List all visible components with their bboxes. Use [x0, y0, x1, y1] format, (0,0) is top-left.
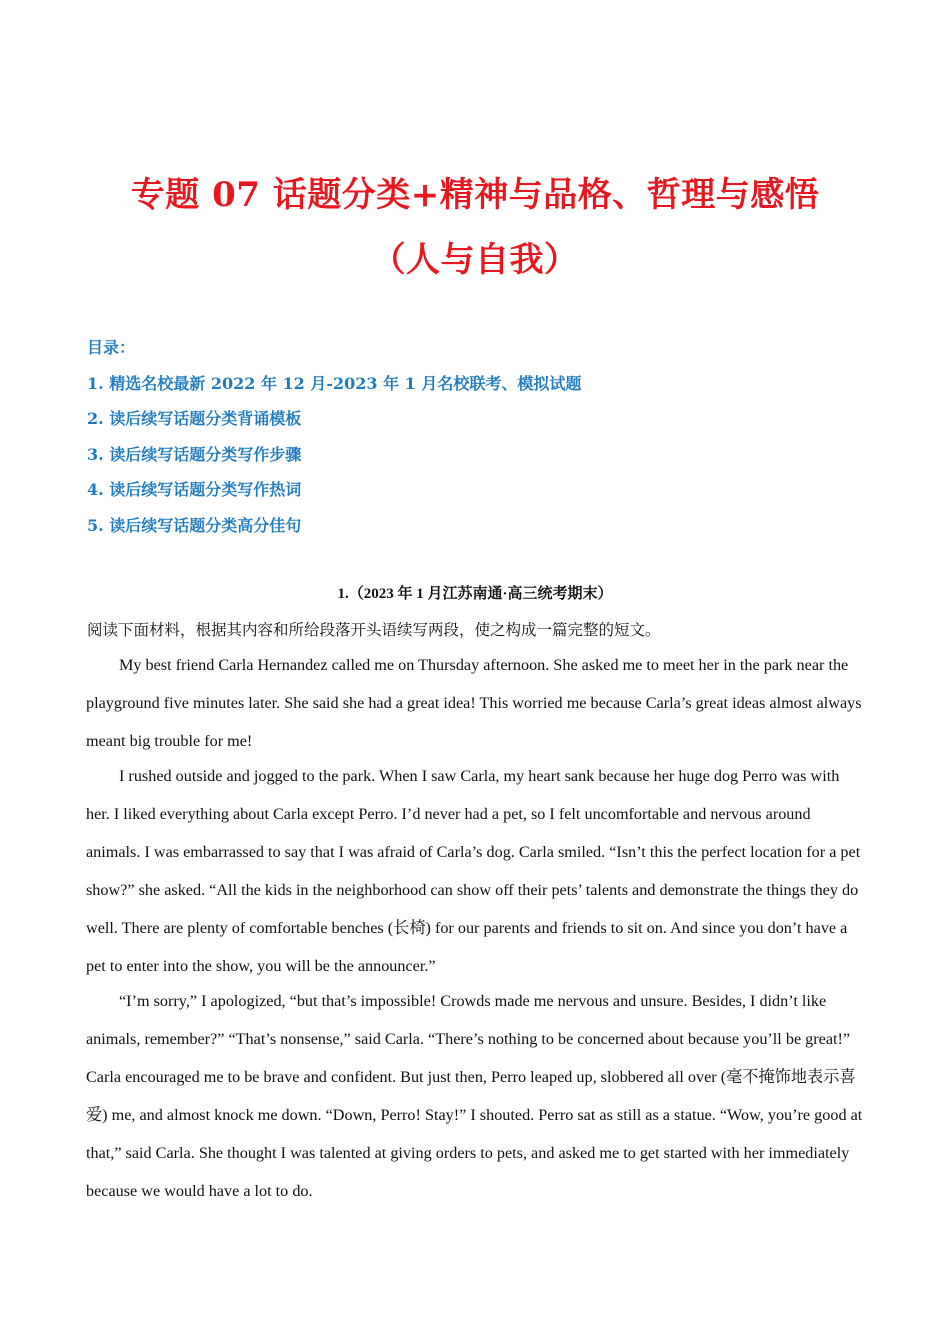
table-of-contents — [87, 337, 867, 550]
toc-item: 1. 精选名校最新 2022 年 12 月-2023 年 1 月名校联考、模拟试题 — [87, 373, 582, 393]
document-title-line-1: 专题 07 话题分类+精神与品格、哲理与感悟 — [130, 175, 820, 215]
toc-heading: 目录： — [87, 338, 136, 357]
story-paragraph: “I’m sorry,” I apologized, “but that’s impossible! Crowds made me nervous and unsure. Besides, I didn’t like animals, remember?” “That’s nonsense,” said Carla. “There’s nothing to be concerned about because you’ll be great!” Carla encouraged me to be brave and confident. But just then, Perro leaped up, slobbered all over (毫不掩饰地表示喜爱) me, and almost knock me down. “Down, Perro! Stay!” I shouted. Perro sat as still as a statue. “Wow, you’re good at that,” said Carla. She thought I was talented at giving orders to pets, and asked me to get started with her immediately because we would have a lot to do. — [86, 992, 863, 1200]
toc-item: 5. 读后续写话题分类高分佳句 — [87, 515, 302, 535]
document-title-line-2: （人与自我） — [371, 240, 579, 280]
story-paragraph: I rushed outside and jogged to the park. When I saw Carla, my heart sank because her huge dog Perro was with her. I liked everything about Carla except Perro. I’d never had a pet, so I felt uncomfortable and nervous around animals. I was embarrassed to say that I was afraid of Carla’s dog. Carla smiled. “Isn’t this the perfect location for a pet show?” she asked. “All the kids in the neighborhood can show off their pets’ talents and demonstrate the things they do well. There are plenty of comfortable benches (长椅) for our parents and friends to sit on. And since you don’t have a pet to enter into the show, you will be the announcer.” — [86, 767, 861, 975]
toc-item: 2. 读后续写话题分类背诵模板 — [87, 409, 302, 428]
question-header: 1.（2023 年 1 月江苏南通·高三统考期末） — [337, 586, 613, 602]
story-paragraph: My best friend Carla Hernandez called me on Thursday afternoon. She asked me to meet her in the park near the playground five minutes later. She said she had a great idea! This worried me because Carla’s great ideas almost always meant big trouble for me! — [86, 656, 862, 750]
toc-item: 3. 读后续写话题分类写作步骤 — [87, 444, 302, 464]
toc-item: 4. 读后续写话题分类写作热词 — [87, 480, 302, 499]
question-instruction: 阅读下面材料，根据其内容和所给段落开头语续写两段，使之构成一篇完整的短文。 — [87, 622, 661, 639]
